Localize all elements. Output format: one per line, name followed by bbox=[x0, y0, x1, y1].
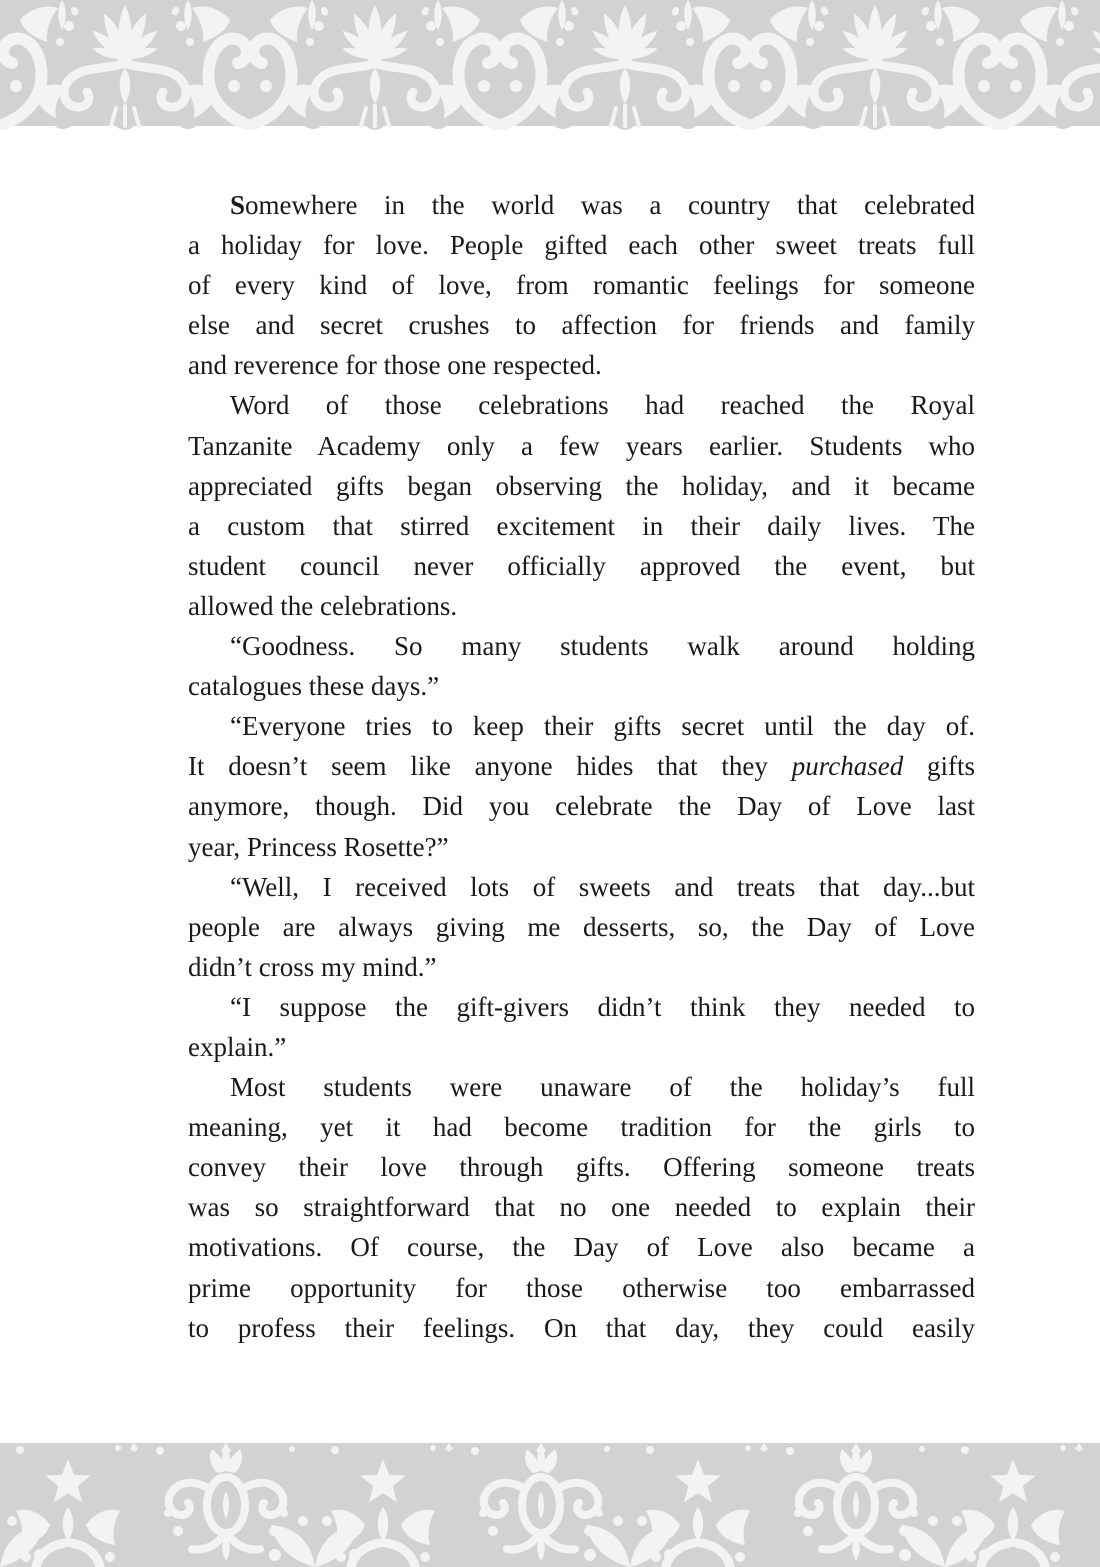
text-line bbox=[188, 1308, 975, 1348]
text-line bbox=[188, 185, 975, 225]
text-run: appreciated gifts began observing the holiday, and it became bbox=[188, 470, 975, 501]
text-line bbox=[188, 345, 975, 385]
text-line bbox=[188, 225, 975, 265]
text-run: year, Princess Rosette?” bbox=[188, 831, 449, 862]
text-run: of every kind of love, from romantic feelings for someone bbox=[188, 270, 975, 301]
text-run: allowed the celebrations. bbox=[188, 590, 458, 621]
top-damask-border bbox=[0, 0, 1100, 130]
text-line bbox=[188, 1067, 975, 1107]
paragraph bbox=[188, 626, 975, 706]
paragraph bbox=[188, 385, 975, 626]
text-line bbox=[188, 1187, 975, 1227]
text-run: gifts bbox=[903, 751, 975, 782]
text-line bbox=[188, 867, 975, 907]
text-run: else and secret crushes to affection for friends and family bbox=[188, 310, 975, 341]
text-run: was so straightforward that no one needed to explain their bbox=[188, 1192, 975, 1223]
damask-ornament-top bbox=[0, 0, 1100, 130]
paragraph bbox=[188, 185, 975, 385]
text-line bbox=[188, 265, 975, 305]
text-line bbox=[188, 586, 975, 626]
text-run: didn’t cross my mind.” bbox=[188, 951, 437, 982]
text-run: a holiday for love. People gifted each other sweet treats full bbox=[188, 230, 975, 261]
text-run: anymore, though. Did you celebrate the Day of Love last bbox=[188, 791, 975, 822]
text-run: Tanzanite Academy only a few years earlier. Students who bbox=[188, 430, 975, 461]
text-line bbox=[188, 907, 975, 947]
text-run: a custom that stirred excitement in their daily lives. The bbox=[188, 510, 975, 541]
bottom-damask-border bbox=[0, 1443, 1100, 1567]
text-run: “I suppose the gift-givers didn’t think they needed to bbox=[230, 991, 975, 1022]
text-run: catalogues these days.” bbox=[188, 671, 440, 702]
text-run: “Well, I received lots of sweets and treats that day...but bbox=[230, 871, 975, 902]
paragraph bbox=[188, 867, 975, 987]
text-line bbox=[188, 827, 975, 867]
text-line bbox=[188, 746, 975, 786]
text-line bbox=[188, 1027, 975, 1067]
text-run: “Everyone tries to keep their gifts secret until the day of. bbox=[230, 711, 975, 742]
paragraph bbox=[188, 1067, 975, 1348]
text-run: “Goodness. So many students walk around holding bbox=[230, 631, 975, 662]
emphasized-text: purchased bbox=[791, 751, 904, 782]
text-run: convey their love through gifts. Offering someone treats bbox=[188, 1152, 975, 1183]
text-line bbox=[188, 506, 975, 546]
text-line bbox=[188, 666, 975, 706]
text-line bbox=[188, 305, 975, 345]
page-text bbox=[188, 185, 975, 1348]
text-line bbox=[188, 466, 975, 506]
text-run: student council never officially approved the event, but bbox=[188, 550, 975, 581]
text-line bbox=[188, 786, 975, 826]
text-line bbox=[188, 626, 975, 666]
text-run: omewhere in the world was a country that celebrated bbox=[245, 190, 975, 220]
text-run: Most students were unaware of the holiday’s full bbox=[230, 1072, 975, 1103]
text-line bbox=[188, 546, 975, 586]
text-line bbox=[188, 1147, 975, 1187]
paragraph bbox=[188, 706, 975, 866]
text-line bbox=[188, 947, 975, 987]
text-line bbox=[188, 706, 975, 746]
text-line bbox=[188, 987, 975, 1027]
text-line bbox=[188, 1227, 975, 1267]
text-run: people are always giving me desserts, so, the Day of Love bbox=[188, 911, 975, 942]
text-run: and reverence for those one respected. bbox=[188, 350, 602, 381]
dropcap-bold-letter: S bbox=[230, 190, 246, 220]
damask-ornament-bottom bbox=[0, 1443, 1100, 1567]
text-run: prime opportunity for those otherwise too embarrassed bbox=[188, 1272, 975, 1303]
text-run: to profess their feelings. On that day, they could easily bbox=[188, 1312, 975, 1343]
text-line bbox=[188, 1107, 975, 1147]
text-run: Word of those celebrations had reached the Royal bbox=[230, 390, 975, 421]
text-line bbox=[188, 1268, 975, 1308]
text-line bbox=[188, 426, 975, 466]
text-run: It doesn’t seem like anyone hides that they bbox=[188, 751, 792, 782]
text-run: meaning, yet it had become tradition for the girls to bbox=[188, 1112, 975, 1143]
text-run: explain.” bbox=[188, 1031, 287, 1062]
text-line bbox=[188, 385, 975, 425]
paragraph bbox=[188, 987, 975, 1067]
text-run: motivations. Of course, the Day of Love also became a bbox=[188, 1232, 975, 1263]
